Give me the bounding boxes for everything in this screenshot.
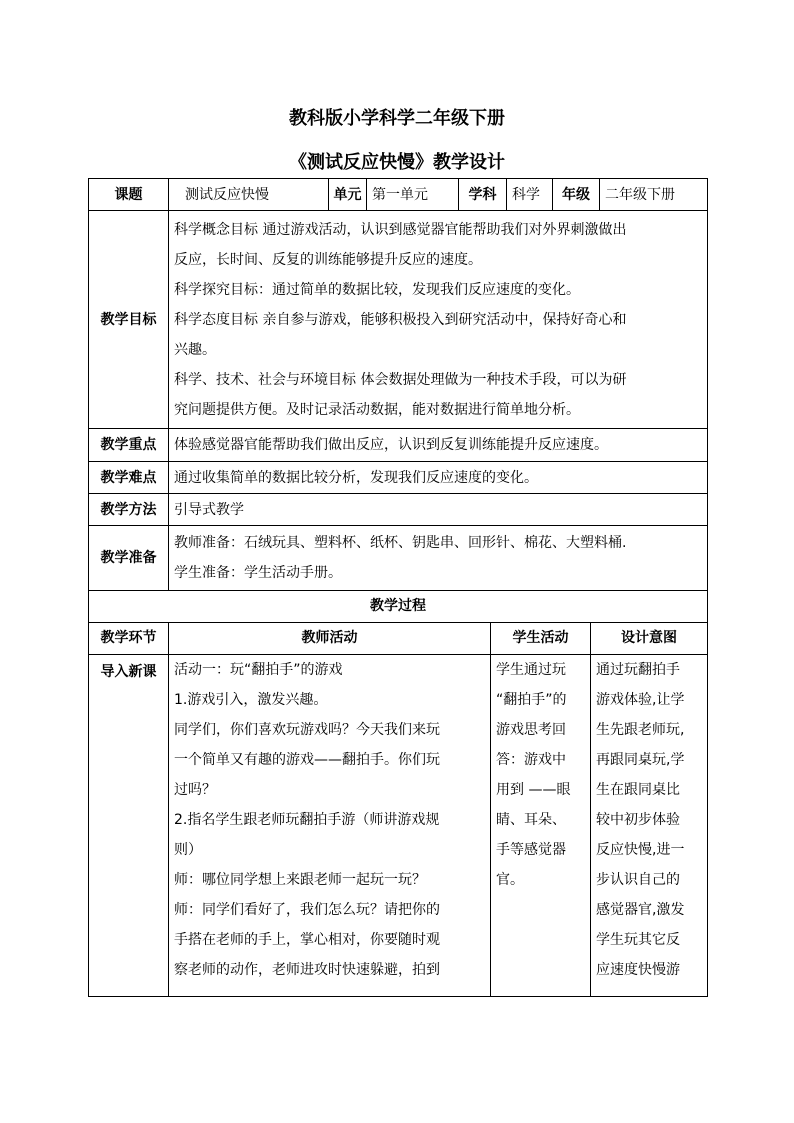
process-heading-row [89,590,708,622]
grade-value: 二年级下册 [600,179,708,211]
student-activity [491,654,591,996]
unit-label: 单元 [329,179,367,211]
intent-line: 生在跟同桌比 [596,781,680,798]
goal-line: 兴趣。 [174,341,216,358]
col-teacher: 教师活动 [169,622,491,654]
goal-line: 科学、技术、社会与环境目标 体会数据处理做为一种技术手段，可以为研 [174,371,627,388]
method-value: 引导式教学 [169,494,708,526]
goal-line: 反应，长时间、反复的训练能够提升反应的速度。 [174,251,482,268]
intent-line: 感觉器官,激发 [596,901,685,918]
process-row-intro [89,654,708,996]
col-student: 学生活动 [491,622,591,654]
document-title: 教科版小学科学二年级下册 [289,108,505,129]
student-line: 官。 [496,871,524,888]
intent-line: 反应快慢,进一 [596,841,685,858]
intent-line: 游戏体验,让学 [596,691,685,708]
teacher-line: 手搭在老师的手上，掌心相对，你要随时观 [174,931,440,948]
intent-line: 学生玩其它反 [596,931,680,948]
subject-label: 学科 [459,179,507,211]
goals-row [89,211,708,429]
prep-content [169,526,708,591]
intent-line: 应速度快慢游 [596,961,680,978]
prep-row [89,526,708,591]
goal-line: 究问题提供方便。及时记录活动数据，能对数据进行简单地分析。 [174,401,580,418]
process-heading: 教学过程 [89,590,708,622]
intent-line: 通过玩翻拍手 [596,661,680,678]
student-line: 学生通过玩 [496,661,566,678]
goal-line: 科学探究目标：通过简单的数据比较，发现我们反应速度的变化。 [174,281,580,298]
teacher-line: 1.游戏引入，激发兴趣。 [174,691,328,708]
goal-line: 科学态度目标 亲自参与游戏，能够积极投入到研究活动中，保持好奇心和 [174,311,627,328]
unit-value: 第一单元 [367,179,459,211]
intent-line: 较中初步体验 [596,811,680,828]
process-columns-row [89,622,708,654]
col-stage: 教学环节 [89,622,169,654]
header-row [89,179,708,211]
difficulty-value: 通过收集简单的数据比较分析，发现我们反应速度的变化。 [169,462,708,494]
teacher-line: 一个简单又有趣的游戏——翻拍手。你们玩 [174,751,440,768]
teacher-line: 过吗？ [174,781,216,798]
goals-label: 教学目标 [89,211,169,429]
document-subtitle: 《测试反应快慢》教学设计 [289,152,505,173]
teacher-line: 察老师的动作，老师进攻时快速躲避，拍到 [174,961,440,978]
topic-label: 课题 [89,179,169,211]
method-row [89,494,708,526]
subject-value: 科学 [507,179,553,211]
design-intent [591,654,708,996]
teacher-line: 则） [174,841,202,858]
student-line: 手等感觉器 [496,841,566,858]
lesson-info-table [88,178,708,591]
student-line: 答：游戏中 [496,751,566,768]
prep-label: 教学准备 [89,526,169,591]
key-point-row [89,429,708,462]
teacher-line: 2.指名学生跟老师玩翻拍手游（师讲游戏规 [174,811,440,828]
intent-line: 生先跟老师玩, [596,721,685,738]
goals-content [169,211,708,429]
intent-line: 步认识自己的 [596,871,680,888]
teacher-line: 师：哪位同学想上来跟老师一起玩一玩？ [174,871,426,888]
process-table [88,590,708,997]
grade-label: 年级 [553,179,600,211]
key-point-label: 教学重点 [89,429,169,462]
prep-line: 教师准备：石绒玩具、塑料杯、纸杯、钥匙串、回形针、棉花、大塑料桶. [174,535,627,551]
teacher-line: 同学们，你们喜欢玩游戏吗？今天我们来玩 [174,721,440,738]
teacher-line: 师：同学们看好了，我们怎么玩？请把你的 [174,901,440,918]
student-line: 游戏思考回 [496,721,566,738]
prep-line: 学生准备：学生活动手册。 [174,565,342,581]
topic-value: 测试反应快慢 [169,179,329,211]
goal-line: 科学概念目标 通过游戏活动，认识到感觉器官能帮助我们对外界刺激做出 [174,221,627,238]
intent-line: 再跟同桌玩,学 [596,751,685,768]
student-line: “翻拍手”的 [496,691,567,708]
difficulty-row [89,462,708,494]
key-point-value: 体验感觉器官能帮助我们做出反应，认识到反复训练能提升反应速度。 [169,429,708,462]
difficulty-label: 教学难点 [89,462,169,494]
col-intent: 设计意图 [591,622,708,654]
method-label: 教学方法 [89,494,169,526]
student-line: 用到 ——眼 [496,781,571,798]
stage-cell: 导入新课 [89,654,169,996]
student-line: 睛、耳朵、 [496,811,566,828]
teacher-activity [169,654,491,996]
teacher-line: 活动一：玩“翻拍手”的游戏 [174,661,343,678]
